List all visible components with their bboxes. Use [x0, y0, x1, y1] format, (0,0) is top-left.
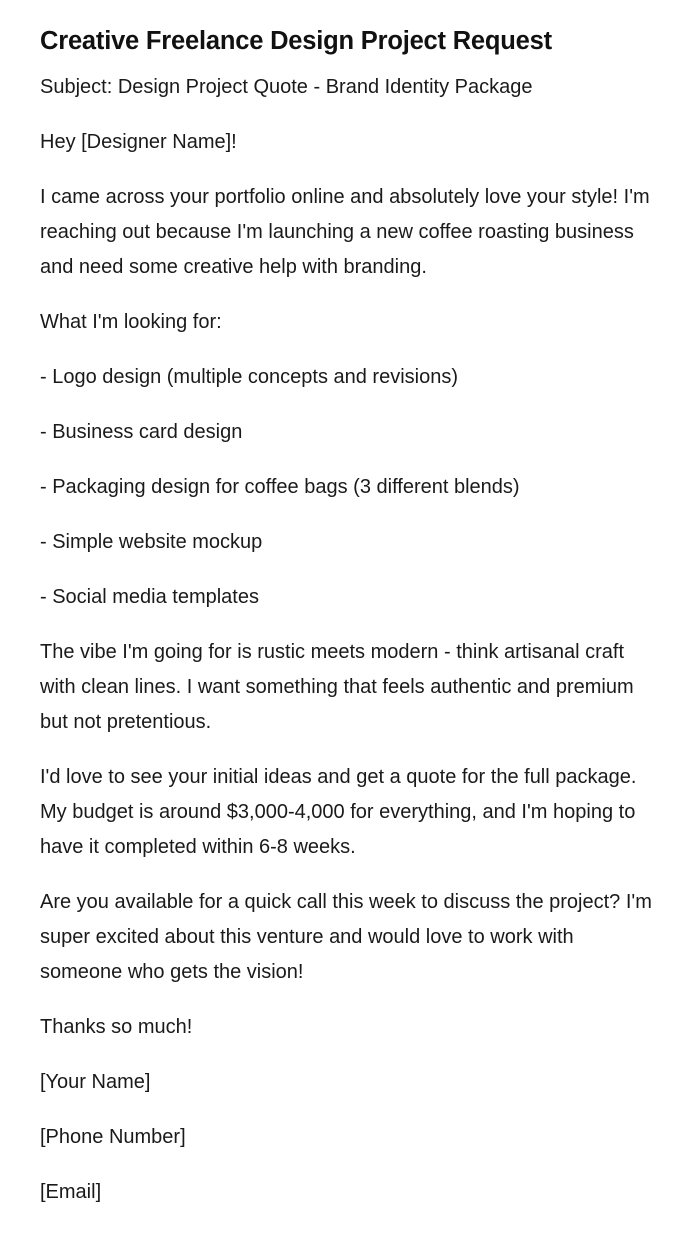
- subject-line: Subject: Design Project Quote - Brand Identity Package: [40, 76, 533, 98]
- call-paragraph: Are you available for a quick call this week to discuss the project? I'm super excited about this venture and would love to work with someone who gets the vision!: [40, 891, 652, 983]
- greeting: Hey [Designer Name]!: [40, 131, 237, 153]
- list-item-business-card: - Business card design: [40, 421, 243, 443]
- list-item-logo: - Logo design (multiple concepts and revisions): [40, 366, 458, 388]
- list-heading: What I'm looking for:: [40, 311, 222, 333]
- list-item-website: - Simple website mockup: [40, 531, 263, 553]
- list-item-packaging: - Packaging design for coffee bags (3 different blends): [40, 476, 520, 498]
- budget-paragraph: I'd love to see your initial ideas and get a quote for the full package. My budget is around $3,000-4,000 for everything, and I'm hoping to have it completed within 6-8 weeks.: [40, 766, 637, 858]
- signature-email: [Email]: [40, 1181, 102, 1203]
- intro-paragraph: I came across your portfolio online and absolutely love your style! I'm reaching out because I'm launching a new coffee roasting business and need some creative help with branding.: [40, 186, 650, 278]
- closing-line: Thanks so much!: [40, 1016, 193, 1038]
- vibe-paragraph: The vibe I'm going for is rustic meets modern - think artisanal craft with clean lines. I want something that feels authentic and premium but not pretentious.: [40, 641, 634, 733]
- signature-name: [Your Name]: [40, 1071, 151, 1093]
- list-item-social: - Social media templates: [40, 586, 259, 608]
- document-title: Creative Freelance Design Project Request: [40, 27, 552, 55]
- signature-phone: [Phone Number]: [40, 1126, 186, 1148]
